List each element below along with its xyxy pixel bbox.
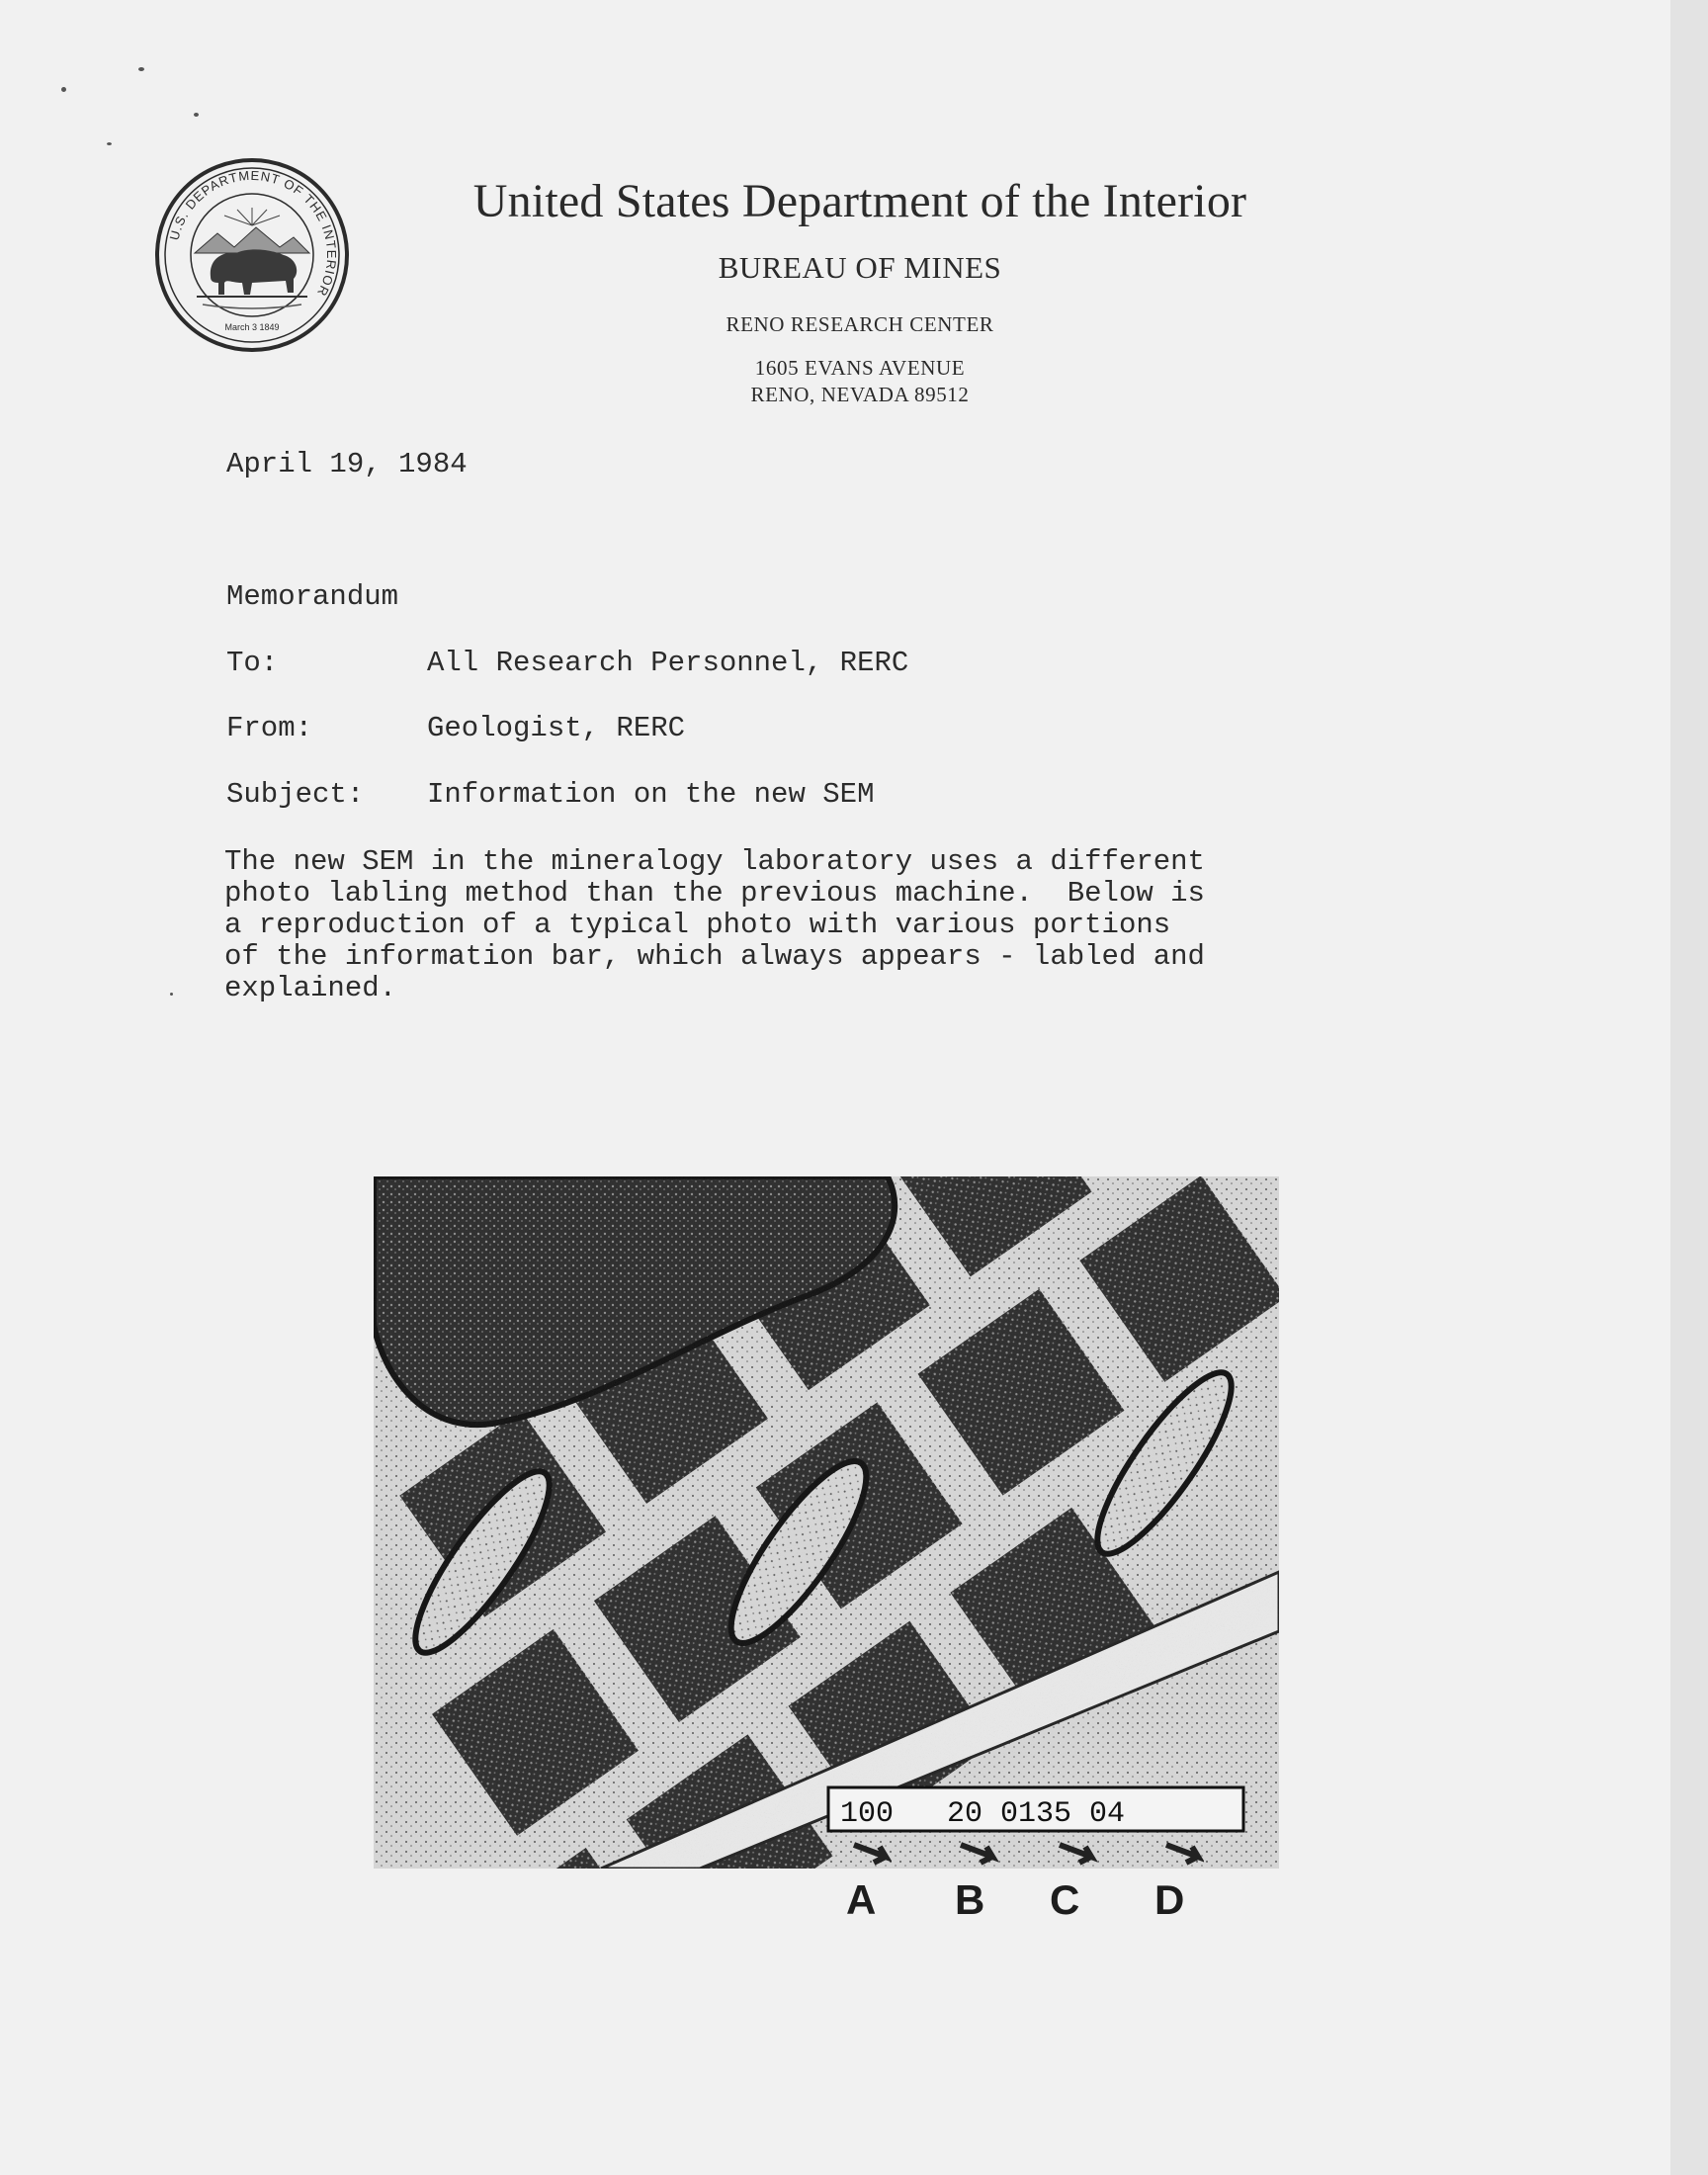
scan-edge [1670, 0, 1708, 2175]
scan-speck [61, 87, 66, 92]
letterhead-address-line1: 1605 EVANS AVENUE [754, 356, 966, 380]
arrow-c-icon [1058, 1841, 1097, 1870]
scan-speck [194, 113, 199, 117]
doi-seal-icon [153, 156, 351, 354]
sem-photo [374, 1176, 1279, 1869]
arrow-b-icon [959, 1841, 998, 1870]
subject-value: Information on the new SEM [427, 778, 875, 811]
label-c: C [1050, 1876, 1080, 1923]
memo-heading: Memorandum [226, 580, 399, 613]
seal-ring-text: U.S. DEPARTMENT OF THE INTERIOR [166, 167, 340, 300]
label-b: B [955, 1876, 985, 1923]
arrow-a-icon [852, 1841, 892, 1870]
label-a: A [846, 1876, 877, 1923]
arrow-d-icon [1164, 1841, 1204, 1870]
subject-label: Subject: [226, 778, 365, 811]
to-value: All Research Personnel, RERC [427, 647, 909, 679]
memo-date: April 19, 1984 [226, 448, 468, 480]
letterhead-center: RENO RESEARCH CENTER [726, 312, 994, 336]
to-label: To: [226, 647, 279, 679]
scan-speck [170, 993, 173, 996]
info-bar-text: 100 20 0135 04 [840, 1797, 1126, 1831]
letterhead-address-line2: RENO, NEVADA 89512 [750, 383, 970, 406]
label-d: D [1154, 1876, 1185, 1923]
seal-date: March 3 1849 [224, 322, 280, 332]
scan-speck [138, 67, 144, 71]
scan-speck [107, 142, 112, 145]
letterhead-title: United States Department of the Interior [472, 175, 1247, 227]
memo-body: The new SEM in the mineralogy laboratory uses a different photo labling method than the previous machine. Below is a reproduction of a typical photo with various portions of the information bar, which always appears - labled and explained. [224, 845, 1205, 1004]
from-label: From: [226, 712, 313, 744]
letterhead-bureau: BUREAU OF MINES [718, 250, 1002, 285]
from-value: Geologist, RERC [427, 712, 686, 744]
